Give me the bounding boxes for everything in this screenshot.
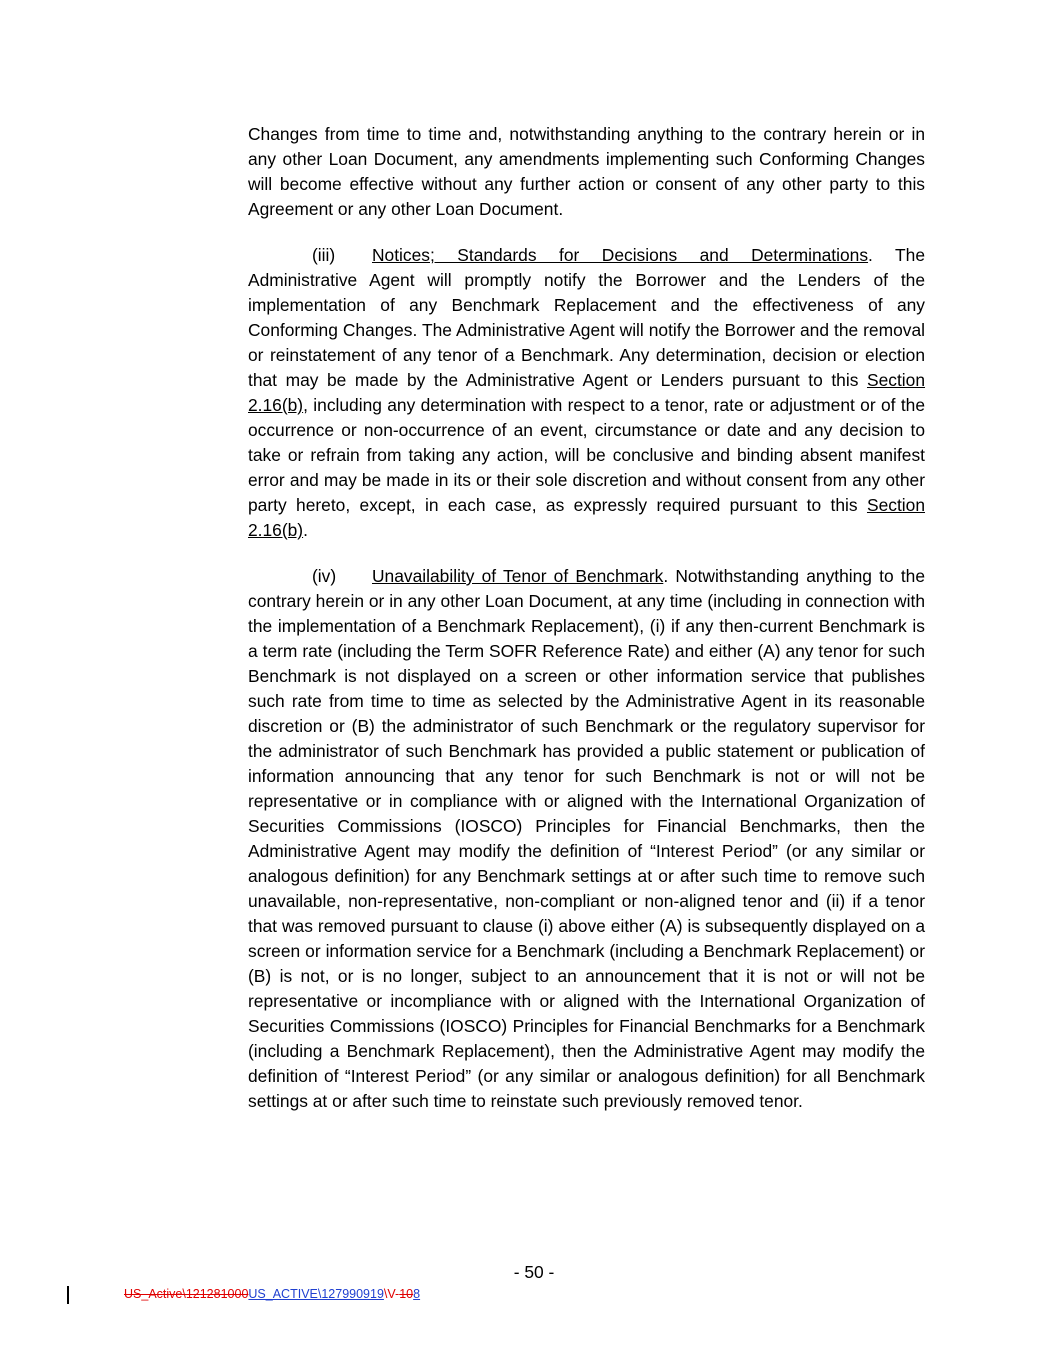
inserted-document-id: US_ACTIVE\127990919 <box>248 1287 384 1301</box>
paragraph-continuation-text: Changes from time to time and, notwithstanding anything to the contrary herein or in any other Loan Document, any amendments implementing such Conforming Changes will become effective without any further action or consent of any other party to this Agreement or any other Loan Document. <box>248 124 925 219</box>
clause-text-notices-a: . The Administrative Agent will promptly notify the Borrower and the Lenders of the implementation of any Benchmark Replacement and the effectiveness of any Conforming Changes. The Administrative Agent will notify the Borrower and the removal or reinstatement of any tenor of a Benchmark. Any determination, decision or election that may be made by the Administrative Agent or Lenders pursuant to this <box>248 245 925 390</box>
clause-heading-notices: Notices; Standards for Decisions and Determinations <box>372 245 869 265</box>
clause-heading-unavailability: Unavailability of Tenor of Benchmark <box>372 566 664 586</box>
version-separator: \V- <box>383 1287 400 1301</box>
inserted-version: 8 <box>413 1287 421 1301</box>
deleted-version: 10 <box>399 1287 414 1301</box>
paragraph-unavailability-tenor <box>248 564 925 1114</box>
deleted-document-id: US_Active\121281000 <box>124 1287 249 1301</box>
page-number: - 50 - <box>513 1262 555 1282</box>
clause-number-iii: (iii) <box>312 245 336 265</box>
clause-text-notices-b: , including any determination with respect to a tenor, rate or adjustment or of the occurrence or non-occurrence of an event, circumstance or date and any decision to take or refrain from taking any action, will be conclusive and binding absent manifest error and may be made in its or their sole discretion and without consent from any other party hereto, except, in each case, as expressly required pursuant to this <box>248 395 925 515</box>
paragraph-continuation <box>248 122 925 222</box>
section-reference-link: Section 2.16(b) <box>248 370 925 415</box>
clause-text-unavailability: . Notwithstanding anything to the contrary herein or in any other Loan Document, at any time (including in connection with the implementation of a Benchmark Replacement), (i) if any then-current Benchmark is a term rate (including the Term SOFR Reference Rate) and either (A) any tenor for such Benchmark is not displayed on a screen or other information service that publishes such rate from time to time as selected by the Administrative Agent in its reasonable discretion or (B) the administrator of such Benchmark or the regulatory supervisor for the administrator of such Benchmark has provided a public statement or publication of information announcing that any tenor for such Benchmark is not or will not be representative or in compliance with or aligned with the International Organization of Securities Commissions (IOSCO) Principles for Financial Benchmarks, then the Administrative Agent may modify the definition of “Interest Period” (or any similar or analogous definition) for any Benchmark settings at or after such time to remove such unavailable, non-representative, non-compliant or non-aligned tenor and (ii) if a tenor that was removed pursuant to clause (i) above either (A) is subsequently displayed on a screen or information service for a Benchmark (including a Benchmark Replacement) or (B) is not, or is no longer, subject to an announcement that it is not or will not be representative or incompliance with or aligned with the International Organization of Securities Commissions (IOSCO) Principles for Financial Benchmarks for a Benchmark (including a Benchmark Replacement), then the Administrative Agent may modify the definition of “Interest Period” (or any similar or analogous definition) for all Benchmark settings at or after such time to reinstate such previously removed tenor. <box>248 566 926 1111</box>
document-id-footer <box>124 1287 420 1301</box>
clause-text-notices-c: . <box>303 520 308 540</box>
section-reference-link: Section 2.16(b) <box>248 495 925 540</box>
clause-number-iv: (iv) <box>312 566 337 586</box>
paragraph-notices-standards <box>248 243 925 543</box>
revision-change-bar <box>67 1286 69 1304</box>
